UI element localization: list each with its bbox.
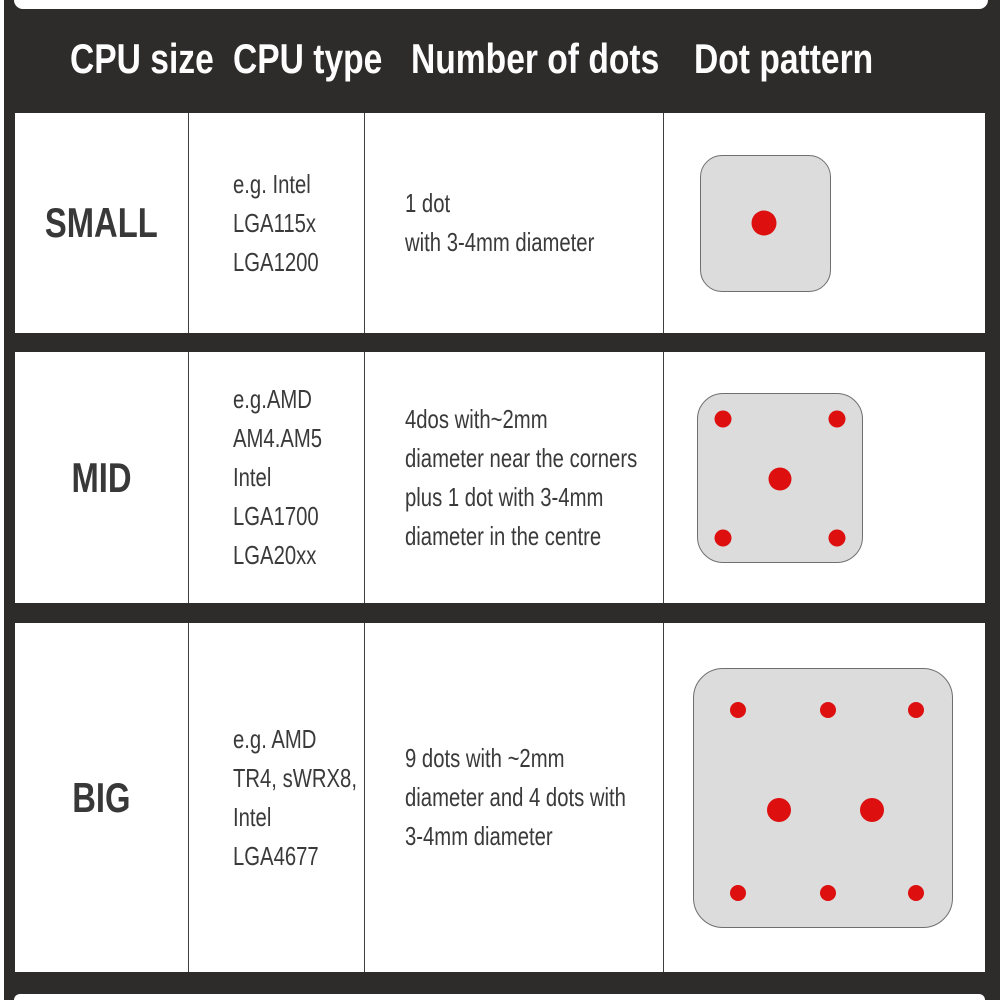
dots-desc-line: diameter in the centre — [405, 520, 602, 551]
cell-dot-pattern-big — [664, 623, 985, 972]
cell-dot-pattern-small — [664, 113, 985, 333]
cpu-ihs-square — [697, 393, 863, 563]
paste-dot — [730, 702, 746, 718]
dots-desc-line: 1 dot — [405, 188, 451, 218]
next-card-top-edge — [14, 994, 985, 1000]
cpu-type-line: LGA20xx — [233, 540, 317, 570]
cpu-type-line: LGA115x — [233, 207, 317, 238]
cpu-type-line: e.g. Intel — [233, 168, 311, 199]
size-label-small: SMALL — [45, 199, 158, 246]
dots-desc-line: plus 1 dot with 3-4mm — [405, 481, 604, 512]
paste-dot — [767, 798, 791, 822]
cell-cpu-type-mid — [189, 352, 365, 603]
cpu-ihs-square — [693, 668, 953, 928]
paste-dot — [908, 885, 924, 901]
dots-desc-line: 4dos with~2mm — [405, 403, 548, 434]
cell-dot-pattern-mid — [664, 352, 985, 603]
table-row-small — [15, 113, 985, 333]
cell-dots-desc-mid — [365, 352, 664, 603]
cpu-type-line: e.g. AMD — [233, 723, 317, 754]
paste-dot — [714, 410, 731, 427]
paste-dot — [730, 885, 746, 901]
paste-dot — [829, 410, 846, 427]
cpu-type-line: LGA4677 — [233, 840, 319, 871]
cell-size-big — [15, 623, 189, 972]
paste-dot — [752, 211, 777, 236]
dots-desc-line: 3-4mm diameter — [405, 821, 553, 851]
cpu-type-line: AM4.AM5 — [233, 423, 323, 453]
cell-size-mid — [15, 352, 189, 603]
cpu-type-line: e.g.AMD — [233, 384, 312, 414]
cpu-ihs-square — [700, 155, 831, 292]
cpu-type-line: LGA1700 — [233, 501, 319, 531]
paste-dot — [860, 798, 884, 822]
dots-desc-line: 9 dots with ~2mm — [405, 743, 565, 773]
dots-desc-line: with 3-4mm diameter — [405, 227, 595, 257]
paste-dot — [908, 702, 924, 718]
cell-cpu-type-small — [189, 113, 365, 333]
dots-desc-line: diameter near the corners — [405, 442, 638, 473]
size-label-mid: MID — [71, 453, 132, 501]
header-cpu-type: CPU type — [233, 35, 383, 82]
cell-cpu-type-big — [189, 623, 365, 972]
paste-dot — [829, 529, 846, 546]
table-row-mid — [15, 352, 985, 603]
cpu-type-line: TR4, sWRX8, — [233, 762, 357, 793]
paste-dot — [820, 885, 836, 901]
previous-card-bottom-edge — [14, 0, 988, 9]
header-number-of-dots: Number of dots — [411, 35, 660, 82]
dots-desc-line: diameter and 4 dots with — [405, 782, 626, 812]
cpu-type-line: Intel — [233, 462, 272, 492]
cpu-type-line: Intel — [233, 801, 272, 832]
cell-size-small — [15, 113, 189, 333]
size-label-big: BIG — [72, 773, 131, 821]
header-dot-pattern: Dot pattern — [694, 35, 874, 82]
cell-dots-desc-big — [365, 623, 664, 972]
header-cpu-size: CPU size — [70, 35, 214, 82]
cell-dots-desc-small — [365, 113, 664, 333]
cpu-type-line: LGA1200 — [233, 246, 319, 277]
paste-dot — [769, 468, 792, 491]
left-edge-sliver — [0, 0, 4, 1000]
table-row-big — [15, 623, 985, 972]
paste-dot — [714, 529, 731, 546]
paste-dot — [820, 702, 836, 718]
